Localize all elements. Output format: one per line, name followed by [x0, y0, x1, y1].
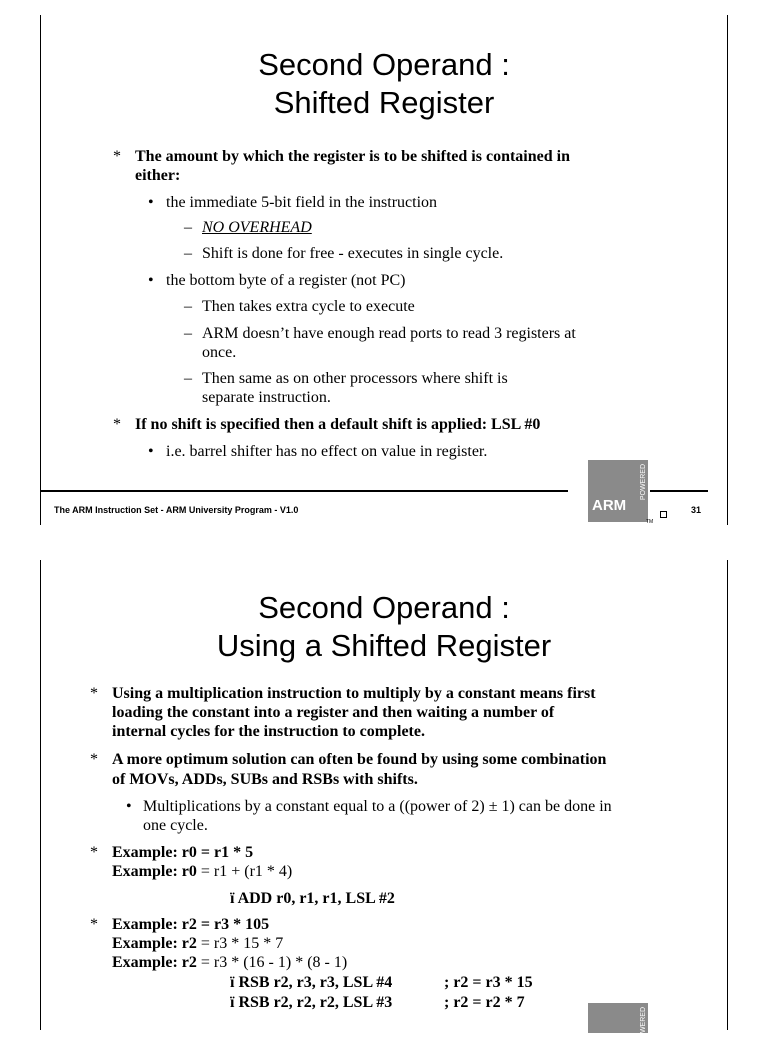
text-line: Then same as on other processors where shift is: [202, 370, 508, 387]
bullet-marker: •: [148, 194, 154, 211]
text-line: separate instruction.: [202, 389, 331, 406]
text-line: Multiplications by a constant equal to a ((power of 2) ± 1) can be done in: [143, 798, 612, 815]
text-line: ARM doesn’t have enough read ports to read 3 registers at: [202, 325, 576, 342]
text-line: Then takes extra cycle to execute: [202, 298, 415, 315]
dash-marker: –: [184, 325, 192, 342]
slide-32: [0, 545, 768, 1043]
dash-marker: –: [184, 298, 192, 315]
footer-rule-right: [650, 490, 708, 492]
star-marker: *: [90, 916, 98, 933]
code-comment: ; r2 = r2 * 7: [444, 994, 525, 1011]
dash-marker: –: [184, 245, 192, 262]
text-line: NO OVERHEAD: [202, 219, 312, 236]
star-marker: *: [90, 844, 98, 861]
arm-powered-logo: ARM POWERED: [588, 460, 648, 522]
code-line: ï RSB r2, r2, r2, LSL #3: [230, 994, 393, 1011]
small-square-icon: [660, 511, 667, 518]
text-line: Example: r0 = r1 * 5: [112, 844, 254, 861]
bullet-marker: •: [126, 798, 132, 815]
text-line: Shift is done for free - executes in single cycle.: [202, 245, 504, 262]
slide-title-line1: Second Operand :: [258, 47, 510, 82]
star-marker: *: [90, 685, 98, 702]
text-line: once.: [202, 344, 237, 361]
slide-title-line1: Second Operand :: [258, 590, 510, 625]
star-marker: *: [113, 148, 121, 165]
text-line: Example: r0 = r1 + (r1 * 4): [112, 863, 293, 880]
text-line: Using a multiplication instruction to multiply by a constant means first: [112, 685, 596, 702]
text-line: of MOVs, ADDs, SUBs and RSBs with shifts.: [112, 771, 418, 788]
trademark-mark: TM: [646, 519, 654, 525]
text-line: either:: [135, 167, 181, 184]
text-line: the bottom byte of a register (not PC): [166, 272, 406, 289]
text-line: Example: r2 = r3 * 105: [112, 916, 270, 933]
code-comment: ; r2 = r3 * 15: [444, 974, 533, 991]
footer-rule: [40, 490, 568, 492]
footer-text: The ARM Instruction Set - ARM University Program - V1.0: [54, 505, 299, 515]
dash-marker: –: [184, 370, 192, 387]
bullet-marker: •: [148, 272, 154, 289]
slide-title-line2: Shifted Register: [273, 85, 495, 120]
text-line: loading the constant into a register and then waiting a number of: [112, 704, 555, 721]
text-line: one cycle.: [143, 817, 208, 834]
text-line: i.e. barrel shifter has no effect on value in register.: [166, 443, 488, 460]
text-line: If no shift is specified then a default shift is applied: LSL #0: [135, 416, 541, 433]
star-marker: *: [90, 751, 98, 768]
slide-title-line2: Using a Shifted Register: [216, 628, 552, 663]
code-line: ï RSB r2, r3, r3, LSL #4: [230, 974, 393, 991]
bullet-marker: •: [148, 443, 154, 460]
text-line: the immediate 5-bit field in the instruction: [166, 194, 438, 211]
text-line: Example: r2 = r3 * (16 - 1) * (8 - 1): [112, 954, 348, 971]
text-line: internal cycles for the instruction to complete.: [112, 723, 425, 740]
text-line: The amount by which the register is to be shifted is contained in: [135, 148, 570, 165]
page-number: 31: [691, 505, 702, 515]
dash-marker: –: [184, 219, 192, 236]
star-marker: *: [113, 416, 121, 433]
text-line: Example: r2 = r3 * 15 * 7: [112, 935, 284, 952]
arm-powered-logo: POWERED: [588, 1003, 648, 1033]
code-line: ï ADD r0, r1, r1, LSL #2: [230, 890, 395, 907]
text-line: A more optimum solution can often be found by using some combination: [112, 751, 607, 768]
